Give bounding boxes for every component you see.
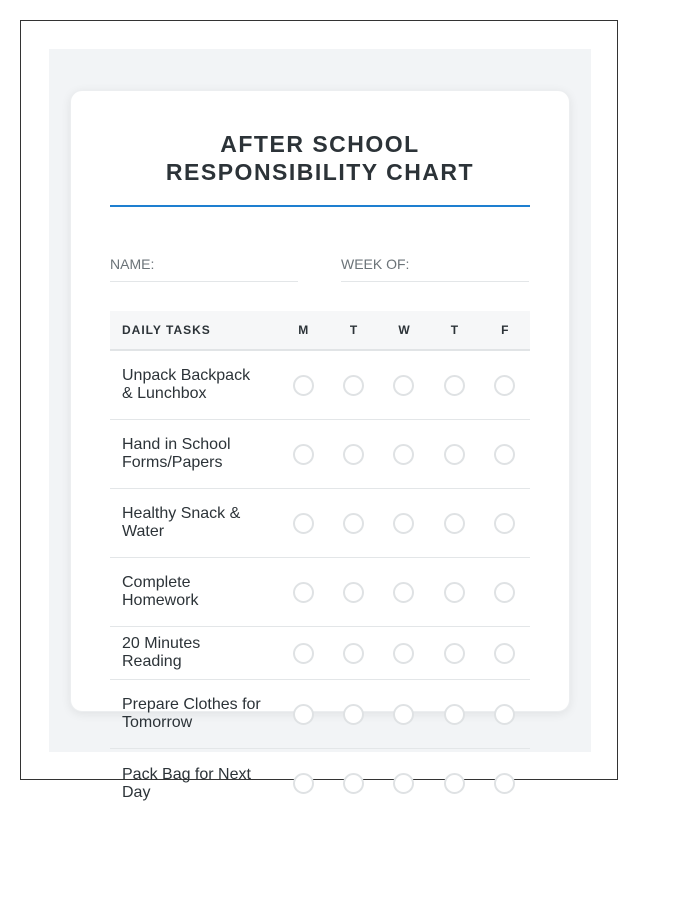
checkbox-circle-tue[interactable] (343, 643, 364, 664)
name-field[interactable] (110, 256, 298, 282)
checkbox-circle-wed[interactable] (393, 444, 414, 465)
table-row (110, 489, 530, 558)
task-label: Pack Bag for Next Day (122, 765, 251, 801)
header-day-fri: F (501, 323, 509, 337)
checkbox-circle-mon[interactable] (293, 704, 314, 725)
title-divider (110, 205, 530, 207)
checkbox-circle-wed[interactable] (393, 643, 414, 664)
week-of-label: WEEK OF: (341, 256, 410, 272)
checkbox-circle-thu[interactable] (444, 773, 465, 794)
task-label: Complete Homework (122, 574, 199, 609)
title-line-2: RESPONSIBILITY CHART (165, 159, 475, 185)
checkbox-circle-thu[interactable] (444, 582, 465, 603)
table-header (110, 311, 530, 351)
checkbox-circle-mon[interactable] (293, 773, 314, 794)
checkbox-circle-thu[interactable] (444, 444, 465, 465)
table-row (110, 627, 530, 680)
task-label: Unpack Backpack & Lunchbox (122, 367, 251, 402)
checkbox-circle-tue[interactable] (343, 773, 364, 794)
name-label: NAME: (110, 256, 155, 272)
checkbox-circle-fri[interactable] (494, 704, 515, 725)
week-of-field[interactable] (341, 256, 529, 282)
tasks-table (110, 311, 530, 818)
checkbox-circle-fri[interactable] (494, 513, 515, 534)
header-day-thu: T (450, 323, 459, 337)
task-label: Prepare Clothes for Tomorrow (122, 696, 261, 731)
checkbox-circle-fri[interactable] (494, 643, 515, 664)
checkbox-circle-fri[interactable] (494, 582, 515, 603)
table-row (110, 420, 530, 489)
page-title (110, 130, 530, 186)
table-row (110, 749, 530, 818)
checkbox-circle-tue[interactable] (343, 704, 364, 725)
checkbox-circle-mon[interactable] (293, 582, 314, 603)
checkbox-circle-thu[interactable] (444, 704, 465, 725)
header-day-mon: M (298, 323, 309, 337)
header-day-tue: T (349, 323, 358, 337)
task-label: 20 Minutes Reading (122, 635, 201, 670)
checkbox-circle-thu[interactable] (444, 375, 465, 396)
header-daily-tasks: DAILY TASKS (122, 323, 211, 337)
checkbox-circle-fri[interactable] (494, 773, 515, 794)
checkbox-circle-thu[interactable] (444, 513, 465, 534)
table-row (110, 680, 530, 749)
checkbox-circle-fri[interactable] (494, 444, 515, 465)
header-day-wed: W (398, 323, 410, 337)
table-row (110, 558, 530, 627)
checkbox-circle-wed[interactable] (393, 773, 414, 794)
checkbox-circle-mon[interactable] (293, 643, 314, 664)
checkbox-circle-fri[interactable] (494, 375, 515, 396)
checkbox-circle-wed[interactable] (393, 582, 414, 603)
checkbox-circle-mon[interactable] (293, 444, 314, 465)
checkbox-circle-tue[interactable] (343, 444, 364, 465)
checkbox-circle-wed[interactable] (393, 704, 414, 725)
title-line-1: AFTER SCHOOL (220, 131, 420, 157)
checkbox-circle-mon[interactable] (293, 513, 314, 534)
checkbox-circle-wed[interactable] (393, 375, 414, 396)
table-row (110, 351, 530, 420)
checkbox-circle-tue[interactable] (343, 513, 364, 534)
checkbox-circle-tue[interactable] (343, 375, 364, 396)
checkbox-circle-thu[interactable] (444, 643, 465, 664)
checkbox-circle-wed[interactable] (393, 513, 414, 534)
checkbox-circle-mon[interactable] (293, 375, 314, 396)
task-label: Healthy Snack & Water (122, 505, 241, 540)
checkbox-circle-tue[interactable] (343, 582, 364, 603)
task-label: Hand in School Forms/Papers (122, 436, 231, 471)
